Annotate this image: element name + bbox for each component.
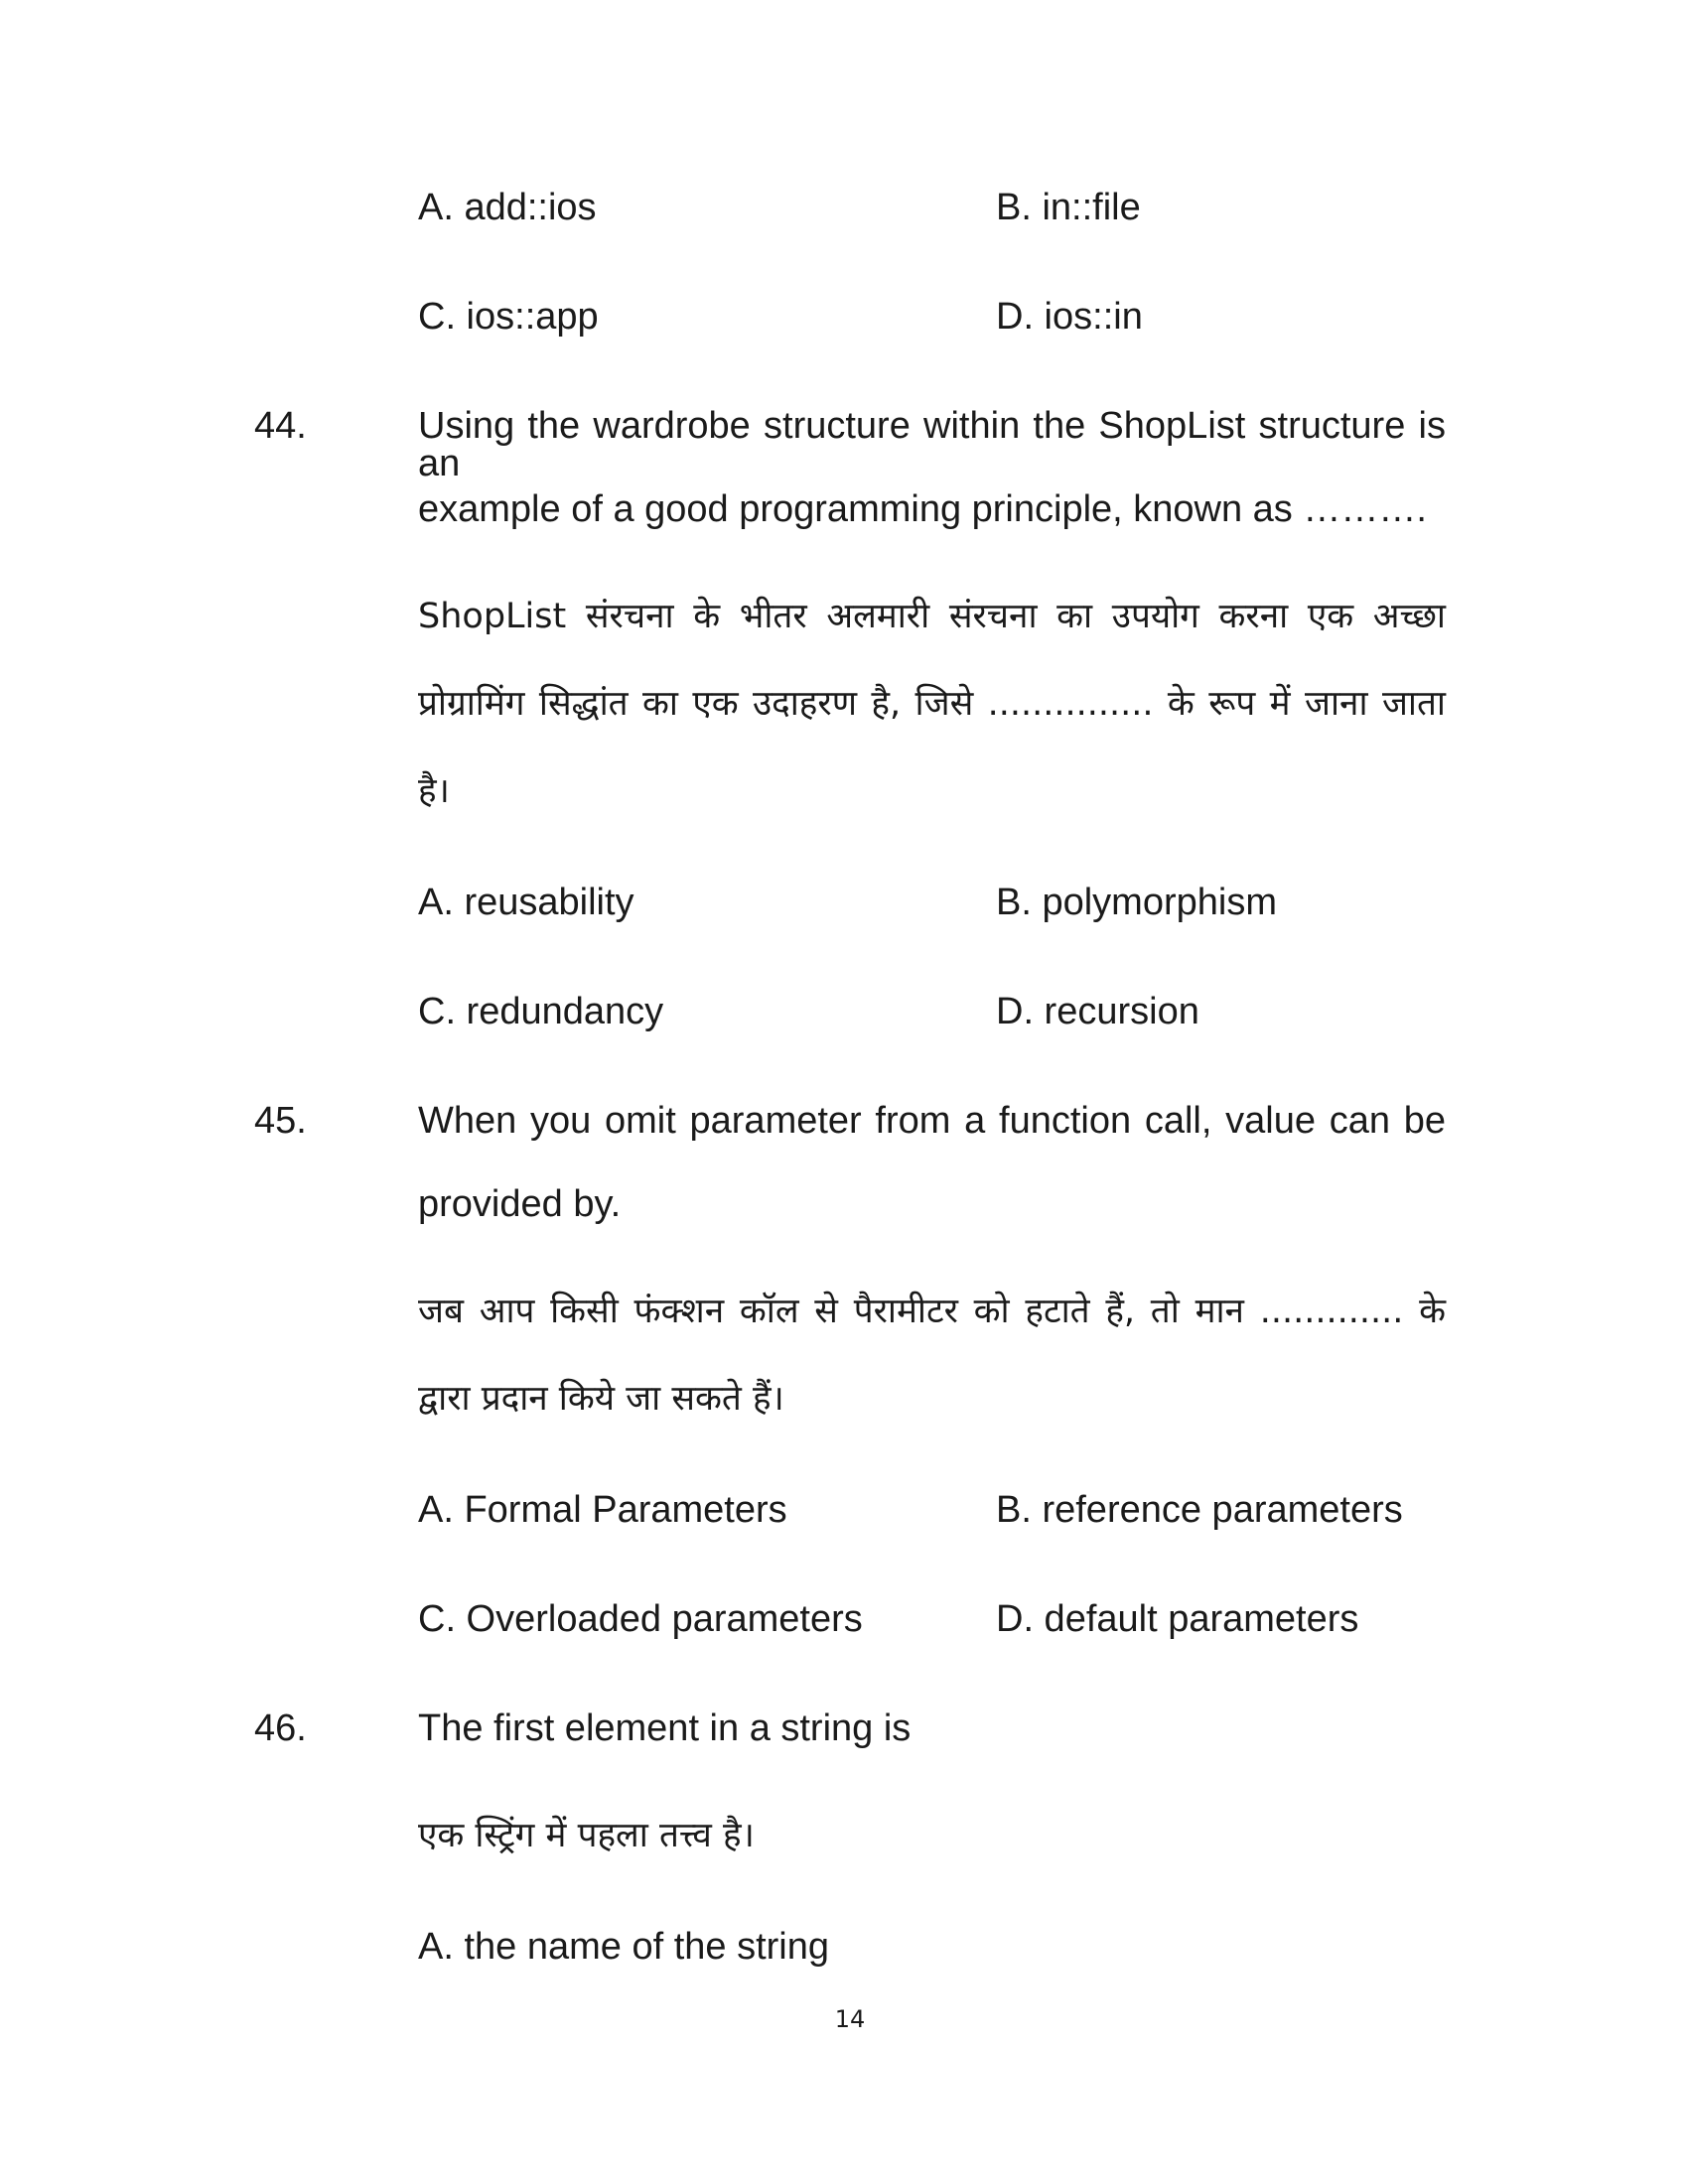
option-c: C. Overloaded parameters	[418, 1598, 863, 1640]
question-number: 46.	[254, 1707, 307, 1749]
option-d: D. ios::in	[996, 296, 1143, 338]
option-d: D. recursion	[996, 991, 1199, 1032]
question-text-english: When you omit parameter from a function call, value can be	[418, 1100, 1446, 1142]
question-number: 45.	[254, 1100, 307, 1142]
question-text-english: provided by.	[418, 1183, 622, 1225]
option-a: A. add::ios	[418, 187, 597, 228]
question-number: 44.	[254, 405, 307, 447]
question-text-english: The first element in a string is	[418, 1707, 912, 1749]
option-c: C. ios::app	[418, 296, 599, 338]
question-text-english: example of a good programming principle, known as ……….	[418, 488, 1427, 530]
question-text-hindi: है।	[418, 771, 450, 811]
page-number: 14	[834, 2005, 866, 2033]
question-text-hindi: ShopList संरचना के भीतर अलमारी संरचना का उपयोग करना एक अच्छा	[418, 597, 1446, 636]
option-b: B. reference parameters	[996, 1489, 1403, 1531]
option-b: B. polymorphism	[996, 882, 1277, 923]
option-a: A. Formal Parameters	[418, 1489, 787, 1531]
question-text-hindi: जब आप किसी फंक्शन कॉल से पैरामीटर को हटाते हैं, तो मान ............. के	[418, 1292, 1446, 1331]
question-text-hindi: द्वारा प्रदान किये जा सकते हैं।	[418, 1379, 784, 1419]
option-d: D. default parameters	[996, 1598, 1359, 1640]
option-a: A. the name of the string	[418, 1926, 830, 1968]
question-text-hindi: एक स्ट्रिंग में पहला तत्त्व है।	[418, 1816, 755, 1855]
option-a: A. reusability	[418, 882, 634, 923]
option-b: B. in::file	[996, 187, 1141, 228]
question-text-hindi: प्रोग्रामिंग सिद्धांत का एक उदाहरण है, जिसे ............... के रूप में जाना जाता	[418, 684, 1446, 724]
option-c: C. redundancy	[418, 991, 664, 1032]
question-text-english: Using the wardrobe structure within the ShopList structure is an	[418, 405, 1446, 484]
